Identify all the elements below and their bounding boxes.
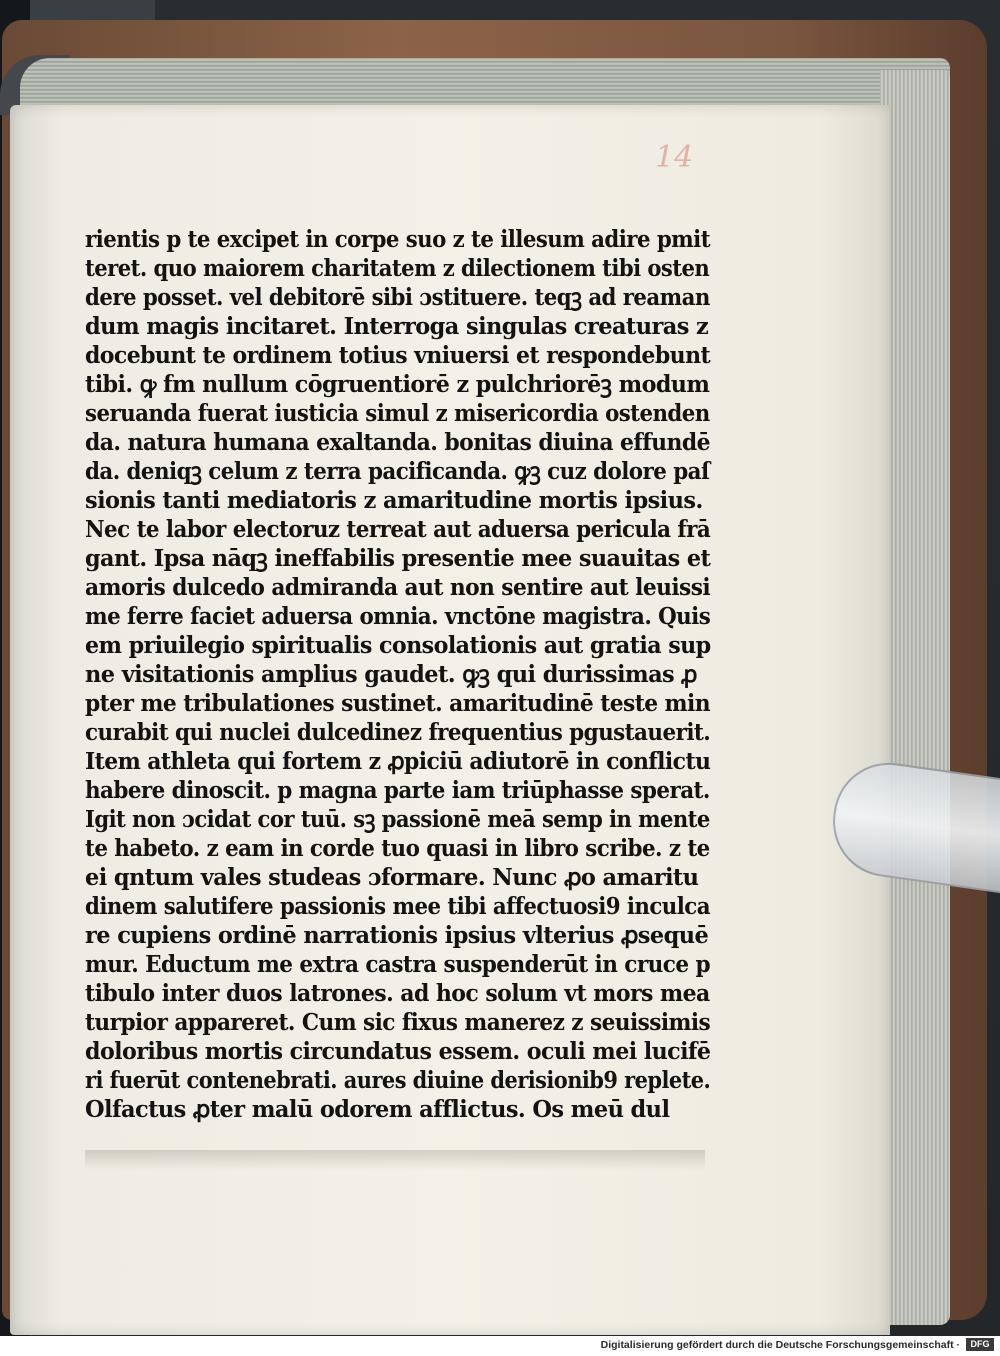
text-line: seruanda fuerat iusticia simul z misericordia ostenden <box>85 400 710 427</box>
text-line: tibi. ꝙ fm nullum cōgruentiorē z pulchriorēꝫ modum <box>85 371 710 398</box>
text-line: gant. Ipsa nāqꝫ ineffabilis presentie mee suauitas et <box>85 545 711 572</box>
text-block <box>85 225 725 1124</box>
text-line: Nec te labor electoruz terreat aut aduersa pericula frā <box>85 516 711 543</box>
text-line: tibulo inter duos latrones. ad hoc solum vt mors mea <box>85 980 710 1007</box>
ink-bleed-through <box>85 1150 705 1170</box>
text-line: re cupiens ordinē narrationis ipsius vlterius ꝓsequē <box>85 922 709 949</box>
text-line: me ferre faciet aduersa omnia. vnctōne magistra. Quis <box>85 603 711 630</box>
text-line: mur. Eductum me extra castra suspenderūt in cruce p <box>85 951 710 978</box>
text-line: teret. quo maiorem charitatem z dilectionem tibi osten <box>85 255 710 282</box>
text-line: ei qntum vales studeas ɔformare. Nunc ꝓo amaritu <box>85 864 699 891</box>
text-line: doloribus mortis circundatus essem. oculi mei lucifē <box>85 1038 711 1065</box>
page-edges-right <box>880 70 950 1325</box>
text-line: curabit qui nuclei dulcedinez frequentius pgustauerit. <box>85 719 711 746</box>
text-line: docebunt te ordinem totius vniuersi et respondebunt <box>85 342 711 369</box>
text-line: ri fuerūt contenebrati. aures diuine derisionib9 replete. <box>85 1067 711 1094</box>
dfg-logo: DFG <box>966 1338 994 1351</box>
folio-number: 14 <box>655 140 694 175</box>
text-line: pter me tribulationes sustinet. amaritudinē teste min <box>85 690 711 717</box>
digitization-credit: Digitalisierung gefördert durch die Deutsche Forschungsgemeinschaft · <box>600 1339 960 1351</box>
text-line: em priuilegio spiritualis consolationis aut gratia sup <box>85 632 711 659</box>
text-line: dere posset. vel debitorē sibi ɔstituere. teqꝫ ad reaman <box>85 284 710 311</box>
text-line: sionis tanti mediatoris z amaritudine mortis ipsius. <box>85 487 703 514</box>
text-line: rientis p te excipet in corpe suo z te illesum adire pmit <box>85 226 711 253</box>
text-line: ne visitationis amplius gaudet. ꝙꝫ qui durissimas ꝓ <box>85 661 697 688</box>
text-line: dinem salutifere passionis mee tibi affectuosi9 inculca <box>85 893 710 920</box>
text-line: da. deniqꝫ celum z terra pacificanda. ꝙꝫ cuz dolore paſ <box>85 458 710 485</box>
text-line: amoris dulcedo admiranda aut non sentire aut leuissi <box>85 574 711 601</box>
text-line: turpior appareret. Cum sic fixus manerez z seuissimis <box>85 1009 711 1036</box>
text-line: Igit non ɔcidat cor tuū. sꝫ passionē meā semp in mente <box>85 806 710 833</box>
text-line: te habeto. z eam in corde tuo quasi in libro scribe. z te <box>85 835 710 862</box>
text-line: dum magis incitaret. Interroga singulas creaturas z <box>85 313 709 340</box>
text-line: Item athleta qui fortem z ꝓpiciū adiutorē in conflictu <box>85 748 711 775</box>
text-line: Olfactus ꝓter malū odorem afflictus. Os meū dul <box>85 1096 670 1123</box>
text-line: da. natura humana exaltanda. bonitas diuina effundē <box>85 429 710 456</box>
text-line: habere dinoscit. p magna parte iam triūphasse sperat. <box>85 777 710 804</box>
